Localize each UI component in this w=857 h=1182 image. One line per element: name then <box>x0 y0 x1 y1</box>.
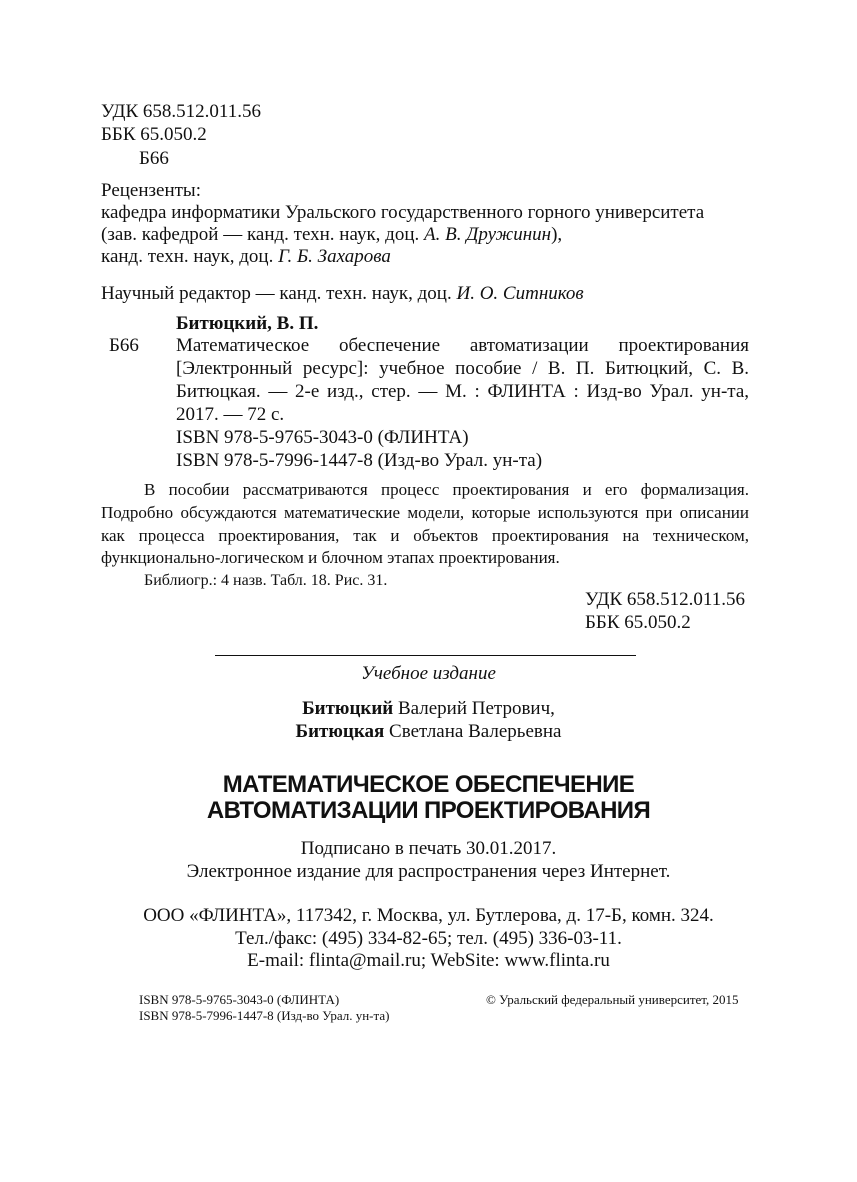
author-rest-2: Светлана Валерьевна <box>384 721 562 742</box>
catalog-isbn-1: ISBN 978-5-9765-3043-0 (ФЛИНТА) <box>176 427 469 448</box>
reviewer-name-1: А. В. Дружинин <box>424 224 552 245</box>
catalog-line-4: 2017. — 72 с. <box>176 404 285 425</box>
scientific-editor <box>101 283 584 305</box>
author-surname-1: Битюцкий <box>302 698 394 719</box>
right-udk: УДК 658.512.011.56 <box>585 589 745 610</box>
reviewers-line3-prefix: канд. техн. наук, доц. <box>101 246 279 267</box>
author-line-1 <box>0 698 857 720</box>
editor-name: И. О. Ситников <box>456 283 584 304</box>
book-title-line-2: АВТОМАТИЗАЦИИ ПРОЕКТИРОВАНИЯ <box>206 797 651 824</box>
publisher-web: E-mail: flinta@mail.ru; WebSite: www.flinta.ru <box>247 950 610 971</box>
publisher-phone: Тел./факс: (495) 334-82-65; тел. (495) 336-03-11. <box>235 928 622 949</box>
abstract-line-4: функционально-логическом и блочном этапах проектирования. <box>101 548 560 567</box>
reviewers-line2-prefix: (зав. кафедрой — канд. техн. наук, доц. <box>101 224 425 245</box>
abstract-line-1: В пособии рассматриваются процесс проектирования и его формализация. <box>144 480 749 499</box>
author-surname-2: Битюцкая <box>295 721 385 742</box>
catalog-code: Б66 <box>109 335 139 356</box>
right-bbk: ББК 65.050.2 <box>585 612 691 633</box>
editor-prefix: Научный редактор — канд. техн. наук, доц. <box>101 283 457 304</box>
catalog-line-3: Битюцкая. — 2-е изд., стер. — М. : ФЛИНТА : Изд-во Урал. ун-та, <box>176 381 749 402</box>
reviewer-name-2: Г. Б. Захарова <box>278 246 391 267</box>
abstract-line-2: Подробно обсуждаются математические модели, которые используются при описании <box>101 503 749 522</box>
header-bbk: ББК 65.050.2 <box>101 124 207 145</box>
abstract-line-3: как процесса проектирования, так и объектов проектирования на техническом, <box>101 526 749 545</box>
edition-type: Учебное издание <box>361 663 496 684</box>
catalog-line-1: Математическое обеспечение автоматизации проектирования <box>176 335 749 356</box>
catalog-isbn-2: ISBN 978-5-7996-1447-8 (Изд-во Урал. ун-та) <box>176 450 543 471</box>
bibliography-note: Библиогр.: 4 назв. Табл. 18. Рис. 31. <box>144 572 388 589</box>
footer-isbn-2: ISBN 978-5-7996-1447-8 (Изд-во Урал. ун-та) <box>139 1008 390 1023</box>
reviewers-line3 <box>101 246 391 268</box>
signed-for-print: Подписано в печать 30.01.2017. <box>300 838 557 859</box>
reviewers-line1: кафедра информатики Уральского государственного горного университета <box>101 202 705 223</box>
author-line-2 <box>0 721 857 743</box>
reviewers-line2-suffix: ), <box>551 224 563 245</box>
book-title-line-1: МАТЕМАТИЧЕСКОЕ ОБЕСПЕЧЕНИЕ <box>222 771 635 798</box>
copyright-note: © Уральский федеральный университет, 2015 <box>486 992 739 1007</box>
reviewers-label: Рецензенты: <box>101 180 201 201</box>
header-code: Б66 <box>139 148 169 169</box>
publisher-address: ООО «ФЛИНТА», 117342, г. Москва, ул. Бутлерова, д. 17-Б, комн. 324. <box>143 905 714 926</box>
footer-isbn-1: ISBN 978-5-9765-3043-0 (ФЛИНТА) <box>139 992 340 1007</box>
separator-rule <box>215 655 636 656</box>
reviewers-line2 <box>101 224 562 246</box>
catalog-author: Битюцкий, В. П. <box>176 313 319 334</box>
author-rest-1: Валерий Петрович, <box>393 698 555 719</box>
electronic-edition-note: Электронное издание для распространения через Интернет. <box>186 861 671 882</box>
header-udk: УДК 658.512.011.56 <box>101 101 261 122</box>
catalog-line-2: [Электронный ресурс]: учебное пособие / В. П. Битюцкий, С. В. <box>176 358 749 379</box>
